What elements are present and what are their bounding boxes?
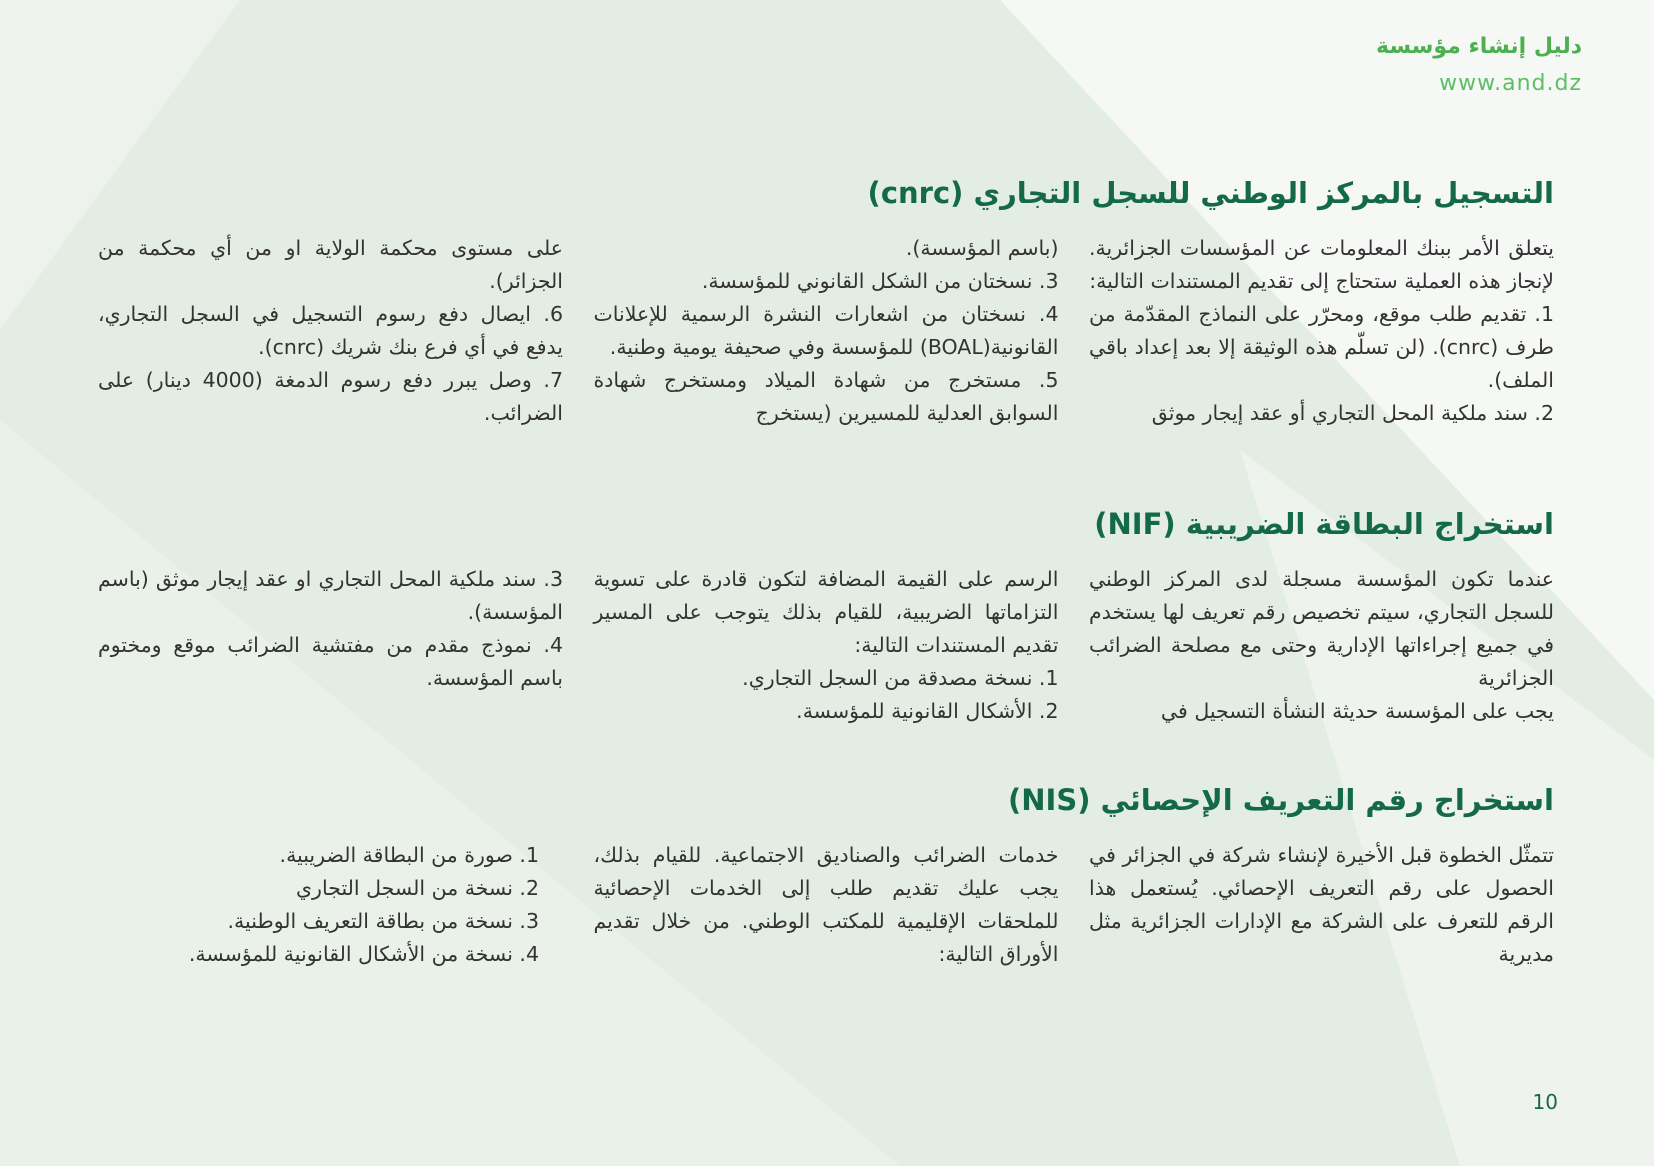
list-item: 1. نسخة مصدقة من السجل التجاري. [742,666,1059,690]
list-item: 3. نسخة من بطاقة التعريف الوطنية. [227,909,539,933]
list-item: 7. وصل يبرر دفع رسوم الدمغة (4000 دينار) على الضرائب. [98,368,563,425]
column-left [98,839,563,971]
list-item: 5. مستخرج من شهادة الميلاد ومستخرج شهادة السوابق العدلية للمسيرين (يستخرج [593,368,1059,425]
column-middle [594,563,1059,728]
paragraph: يجب على المؤسسة حديثة النشأة التسجيل في [1160,699,1554,723]
list-item: 1. صورة من البطاقة الضريبية. [279,843,539,867]
list-item: 4. نسختان من اشعارات النشرة الرسمية للإعلانات القانونية(BOAL) للمؤسسة وفي صحيفة يومية وطنية. [593,302,1059,359]
paragraph: الرسم على القيمة المضافة لتكون قادرة على تسوية التزاماتها الضريبية، للقيام بذلك يتوجب على المسير تقديم المستندات التالية: [593,567,1059,657]
section-columns [98,232,1554,430]
section-title: التسجيل بالمركز الوطني للسجل التجاري (cnrc) [867,176,1554,210]
guide-title: دليل إنشاء مؤسسة [1376,34,1582,59]
section-columns [98,563,1554,728]
column-right [1089,563,1554,728]
column-middle [594,839,1059,971]
list-item: 2. الأشكال القانونية للمؤسسة. [796,699,1059,723]
column-left [98,563,563,728]
list-item: 1. تقديم طلب موقع، ومحرّر على النماذج المقدّمة من طرف (cnrc). (لن تسلّم هذه الوثيقة إلا بعد إعداد باقي الملف). [1089,302,1554,392]
section-title: استخراج رقم التعريف الإحصائي (NIS) [1008,783,1554,817]
list-item: 6. ايصال دفع رسوم التسجيل في السجل التجاري، يدفع في أي فرع بنك شريك (cnrc). [98,302,563,359]
column-right [1089,232,1554,430]
section-columns [98,839,1554,971]
list-item: 4. نموذج مقدم من مفتشية الضرائب موقع ومختوم باسم المؤسسة. [98,633,563,690]
paragraph: عندما تكون المؤسسة مسجلة لدى المركز الوطني للسجل التجاري، سيتم تخصيص رقم تعريف لها يستخدم في جميع إجراءاتها الإدارية وحتى مع مصلحة الضرائب الجزائرية [1089,567,1554,690]
section-cnrc [98,176,1554,430]
page-number: 10 [1532,1090,1558,1114]
paragraph: خدمات الضرائب والصناديق الاجتماعية. للقيام بذلك، يجب عليك تقديم طلب إلى الخدمات الإحصائية للملحقات الإقليمية للمكتب الوطني. من خلال تقديم الأوراق التالية: [593,843,1059,966]
section-nis [98,783,1554,971]
section-nif [98,507,1554,728]
list-item: 3. نسختان من الشكل القانوني للمؤسسة. [701,269,1059,293]
column-right [1089,839,1554,971]
column-left [98,232,563,430]
list-item: 2. سند ملكية المحل التجاري أو عقد إيجار موثق [1151,401,1554,425]
paragraph: تتمثّل الخطوة قبل الأخيرة لإنشاء شركة في الجزائر في الحصول على رقم التعريف الإحصائي. يُستعمل هذا الرقم للتعرف على الشركة مع الإدارات الجزائرية مثل مديرية [1089,843,1554,966]
list-item: 2. نسخة من السجل التجاري [296,876,539,900]
list-item: 4. نسخة من الأشكال القانونية للمؤسسة. [188,942,539,966]
list-item: 3. سند ملكية المحل التجاري او عقد إيجار موثق (باسم المؤسسة). [98,567,563,624]
paragraph: يتعلق الأمر ببنك المعلومات عن المؤسسات الجزائرية. لإنجاز هذه العملية ستحتاج إلى تقديم المستندات التالية: [1089,236,1554,293]
section-title: استخراج البطاقة الضريبية (NIF) [1094,507,1554,541]
brand-header [1376,34,1582,96]
paragraph: (باسم المؤسسة). [905,236,1059,260]
website-url[interactable]: www.and.dz [1439,71,1582,96]
column-middle [594,232,1059,430]
paragraph: على مستوى محكمة الولاية او من أي محكمة من الجزائر). [98,236,563,293]
